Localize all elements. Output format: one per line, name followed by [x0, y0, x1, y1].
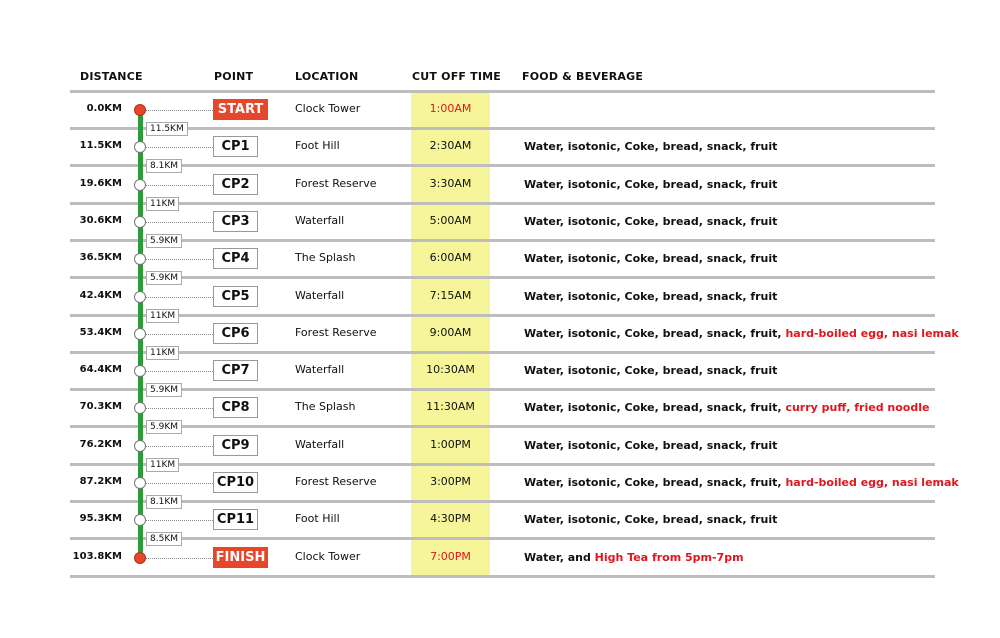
food-extra: hard-boiled egg, nasi lemak — [785, 327, 959, 340]
checkpoint-marker — [134, 328, 146, 340]
cutoff-time: 7:00PM — [430, 550, 471, 563]
header-distance: DISTANCE — [80, 70, 143, 83]
food-base: Water, isotonic, Coke, bread, snack, fruit, — [524, 401, 786, 414]
distance-value: 103.8KM — [72, 551, 122, 562]
cutoff-time: 6:00AM — [429, 251, 472, 264]
row-divider — [70, 239, 935, 242]
location-value: Forest Reserve — [295, 177, 377, 190]
point-label: CP10 — [213, 472, 258, 493]
food-base: Water, isotonic, Coke, bread, snack, fruit — [524, 439, 778, 452]
segment-distance: 11.5KM — [146, 122, 188, 136]
cutoff-time: 5:00AM — [429, 214, 472, 227]
food-beverage — [524, 140, 777, 153]
row-divider — [70, 127, 935, 130]
food-extra: curry puff, fried noodle — [785, 401, 930, 414]
food-beverage — [524, 439, 777, 452]
distance-value: 76.2KM — [79, 439, 122, 450]
location-value: The Splash — [295, 251, 356, 264]
distance-value: 30.6KM — [79, 215, 122, 226]
leader-line — [146, 222, 213, 223]
segment-distance: 8.1KM — [146, 159, 182, 173]
segment-distance: 5.9KM — [146, 383, 182, 397]
checkpoint-marker — [134, 402, 146, 414]
row-divider — [70, 575, 935, 578]
row-divider — [70, 537, 935, 540]
location-value: Clock Tower — [295, 102, 361, 115]
leader-line — [146, 297, 213, 298]
distance-value: 19.6KM — [79, 178, 122, 189]
food-base: Water, isotonic, Coke, bread, snack, fruit — [524, 252, 778, 265]
row-divider — [70, 202, 935, 205]
distance-value: 64.4KM — [79, 364, 122, 375]
food-base: Water, isotonic, Coke, bread, snack, fruit, — [524, 327, 786, 340]
food-base: Water, isotonic, Coke, bread, snack, fruit — [524, 178, 778, 191]
leader-line — [146, 259, 213, 260]
cutoff-time: 10:30AM — [426, 363, 475, 376]
cutoff-time: 1:00AM — [429, 102, 472, 115]
row-divider — [70, 351, 935, 354]
food-extra: High Tea from 5pm-7pm — [594, 551, 744, 564]
food-beverage — [524, 327, 959, 340]
point-label: CP5 — [213, 286, 258, 307]
endpoint-marker — [134, 552, 146, 564]
segment-distance: 8.5KM — [146, 532, 182, 546]
cutoff-time: 3:30AM — [429, 177, 472, 190]
food-beverage — [524, 364, 777, 377]
checkpoint-marker — [134, 514, 146, 526]
checkpoint-marker — [134, 365, 146, 377]
leader-line — [146, 408, 213, 409]
food-base: Water, isotonic, Coke, bread, snack, fruit — [524, 290, 778, 303]
point-label: FINISH — [213, 547, 268, 568]
leader-line — [146, 371, 213, 372]
segment-distance: 5.9KM — [146, 420, 182, 434]
point-label: CP7 — [213, 360, 258, 381]
point-label: CP8 — [213, 397, 258, 418]
checkpoint-marker — [134, 179, 146, 191]
location-value: Waterfall — [295, 289, 345, 302]
endpoint-marker — [134, 104, 146, 116]
segment-distance: 11KM — [146, 309, 179, 323]
row-divider — [70, 164, 935, 167]
leader-line — [146, 185, 213, 186]
header-divider — [70, 90, 935, 93]
point-label: CP9 — [213, 435, 258, 456]
cutoff-time: 9:00AM — [429, 326, 472, 339]
row-divider — [70, 276, 935, 279]
distance-value: 42.4KM — [79, 290, 122, 301]
food-base: Water, isotonic, Coke, bread, snack, fruit — [524, 140, 778, 153]
cutoff-time: 11:30AM — [426, 400, 475, 413]
point-label: CP4 — [213, 248, 258, 269]
header-food: FOOD & BEVERAGE — [522, 70, 644, 83]
leader-line — [146, 147, 213, 148]
food-base: Water, isotonic, Coke, bread, snack, fruit — [524, 513, 778, 526]
header-cutoff: CUT OFF TIME — [412, 70, 502, 83]
cutoff-time: 7:15AM — [429, 289, 472, 302]
leader-line — [146, 520, 213, 521]
segment-distance: 11KM — [146, 197, 179, 211]
point-label: CP11 — [213, 509, 258, 530]
food-beverage — [524, 401, 929, 414]
point-label: CP2 — [213, 174, 258, 195]
food-beverage — [524, 513, 777, 526]
location-value: Forest Reserve — [295, 326, 377, 339]
food-base: Water, isotonic, Coke, bread, snack, fruit, — [524, 476, 786, 489]
location-value: Clock Tower — [295, 550, 361, 563]
segment-distance: 11KM — [146, 346, 179, 360]
food-beverage — [524, 215, 777, 228]
food-base: Water, isotonic, Coke, bread, snack, fruit — [524, 215, 778, 228]
location-value: Waterfall — [295, 438, 345, 451]
food-beverage — [524, 476, 959, 489]
leader-line — [146, 334, 213, 335]
header-location: LOCATION — [295, 70, 359, 83]
row-divider — [70, 425, 935, 428]
food-beverage — [524, 178, 777, 191]
cutoff-time: 2:30AM — [429, 139, 472, 152]
point-label: CP3 — [213, 211, 258, 232]
distance-value: 70.3KM — [79, 401, 122, 412]
distance-value: 95.3KM — [79, 513, 122, 524]
point-label: CP6 — [213, 323, 258, 344]
point-label: CP1 — [213, 136, 258, 157]
food-base: Water, and — [524, 551, 595, 564]
checkpoint-marker — [134, 477, 146, 489]
checkpoint-marker — [134, 291, 146, 303]
point-label: START — [213, 99, 268, 120]
segment-distance: 11KM — [146, 458, 179, 472]
location-value: Waterfall — [295, 363, 345, 376]
row-divider — [70, 388, 935, 391]
food-beverage — [524, 551, 744, 564]
location-value: Foot Hill — [295, 512, 340, 525]
checkpoint-marker — [134, 440, 146, 452]
cutoff-time: 4:30PM — [430, 512, 471, 525]
location-value: The Splash — [295, 400, 356, 413]
distance-value: 36.5KM — [79, 252, 122, 263]
leader-line — [146, 110, 213, 111]
food-beverage — [524, 252, 777, 265]
leader-line — [146, 558, 213, 559]
location-value: Forest Reserve — [295, 475, 377, 488]
checkpoint-marker — [134, 216, 146, 228]
food-beverage — [524, 290, 777, 303]
distance-value: 53.4KM — [79, 327, 122, 338]
row-divider — [70, 314, 935, 317]
cutoff-time: 1:00PM — [430, 438, 471, 451]
segment-distance: 5.9KM — [146, 271, 182, 285]
checkpoint-marker — [134, 253, 146, 265]
distance-value: 0.0KM — [86, 103, 122, 114]
row-divider — [70, 463, 935, 466]
row-divider — [70, 500, 935, 503]
checkpoint-marker — [134, 141, 146, 153]
food-base: Water, isotonic, Coke, bread, snack, fruit — [524, 364, 778, 377]
leader-line — [146, 446, 213, 447]
location-value: Waterfall — [295, 214, 345, 227]
segment-distance: 8.1KM — [146, 495, 182, 509]
location-value: Foot Hill — [295, 139, 340, 152]
distance-value: 11.5KM — [79, 140, 122, 151]
header-point: POINT — [214, 70, 254, 83]
cutoff-time: 3:00PM — [430, 475, 471, 488]
segment-distance: 5.9KM — [146, 234, 182, 248]
food-extra: hard-boiled egg, nasi lemak — [785, 476, 959, 489]
leader-line — [146, 483, 213, 484]
distance-value: 87.2KM — [79, 476, 122, 487]
